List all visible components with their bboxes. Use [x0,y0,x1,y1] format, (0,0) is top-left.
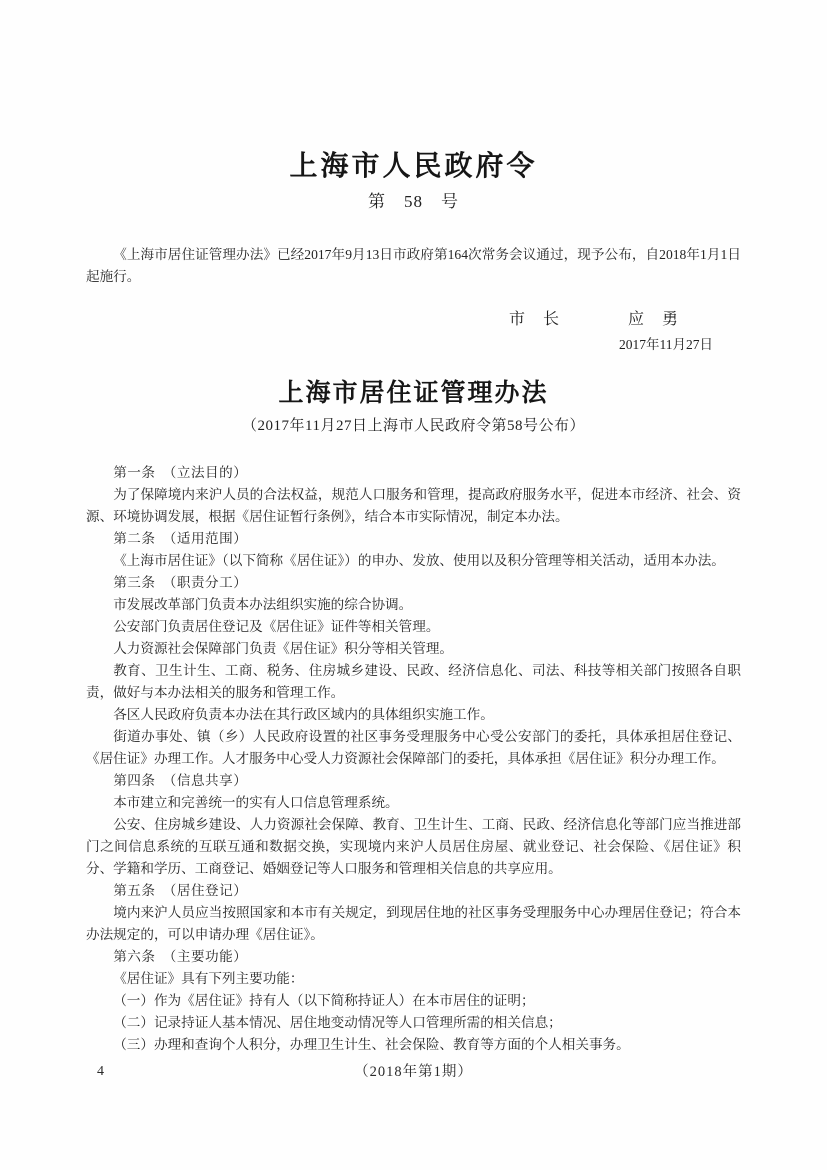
article-heading: 第三条 （职责分工） [113,575,248,590]
decree-title: 上海市人民政府令 [289,151,538,182]
issue-label: （2018年第1期） [354,1064,473,1080]
regulation-body [86,462,741,1056]
article-heading: 第一条 （立法目的） [113,465,248,480]
article-paragraph: 教育、卫生计生、工商、税务、住房城乡建设、民政、经济信息化、司法、科技等相关部门按照各自职责，做好与本办法相关的服务和管理工作。 [86,663,741,700]
regulation-title: 上海市居住证管理办法 [278,380,549,407]
decree-number: 第 58 号 [368,192,459,211]
regulation-subtitle: （2017年11月27日上海市人民政府令第58号公布） [242,418,585,434]
article-paragraph: 公安、住房城乡建设、人力资源社会保障、教育、卫生计生、工商、民政、经济信息化等部门应当推进部门之间信息系统的互联互通和数据交换，实现境内来沪人员居住房屋、就业登记、社会保险、《居住证》积分、学籍和学历、工商登记、婚姻登记等人口服务和管理相关信息的共享应用。 [86,817,741,876]
page-content [86,0,741,1056]
article-paragraph: 为了保障境内来沪人员的合法权益，规范人口服务和管理，提高政府服务水平，促进本市经济、社会、资源、环境协调发展，根据《居住证暂行条例》，结合本市实际情况，制定本办法。 [86,487,741,524]
article-heading: 第六条 （主要功能） [113,949,248,964]
signature-date: 2017年11月27日 [619,337,713,352]
page-number: 4 [97,1064,104,1079]
article-paragraph: （一）作为《居住证》持有人（以下简称持证人）在本市居住的证明； [113,993,535,1008]
article-paragraph: 境内来沪人员应当按照国家和本市有关规定，到现居住地的社区事务受理服务中心办理居住登记；符合本办法规定的，可以申请办理《居住证》。 [86,905,741,942]
article-heading: 第四条 （信息共享） [113,773,248,788]
article-paragraph: 人力资源社会保障部门负责《居住证》积分等相关管理。 [113,641,454,656]
article-paragraph: （二）记录持证人基本情况、居住地变动情况等人口管理所需的相关信息； [113,1015,562,1030]
article-paragraph: （三）办理和查询个人积分，办理卫生计生、社会保险、教育等方面的个人相关事务。 [113,1037,630,1052]
article-paragraph: 本市建立和完善统一的实有人口信息管理系统。 [113,795,399,810]
article-heading: 第五条 （居住登记） [113,883,248,898]
article-heading: 第二条 （适用范围） [113,531,248,546]
decree-announcement: 《上海市居住证管理办法》已经2017年9月13日市政府第164次常务会议通过，现予公布，自2018年1月1日起施行。 [86,247,741,284]
article-paragraph: 街道办事处、镇（乡）人民政府设置的社区事务受理服务中心受公安部门的委托，具体承担居住登记、《居住证》办理工作。人才服务中心受人力资源社会保障部门的委托，具体承担《居住证》积分办理工作。 [86,729,741,766]
signature-block [86,308,741,356]
article-paragraph: 各区人民政府负责本办法在其行政区域内的具体组织实施工作。 [113,707,494,722]
article-paragraph: 《上海市居住证》（以下简称《居住证》）的申办、发放、使用以及积分管理等相关活动，适用本办法。 [113,553,725,568]
mayor-signature: 市 长 应 勇 [508,311,679,328]
article-paragraph: 公安部门负责居住登记及《居住证》证件等相关管理。 [113,619,440,634]
article-paragraph: 市发展改革部门负责本办法组织实施的综合协调。 [113,597,413,612]
article-paragraph: 《居住证》具有下列主要功能： [113,971,304,986]
